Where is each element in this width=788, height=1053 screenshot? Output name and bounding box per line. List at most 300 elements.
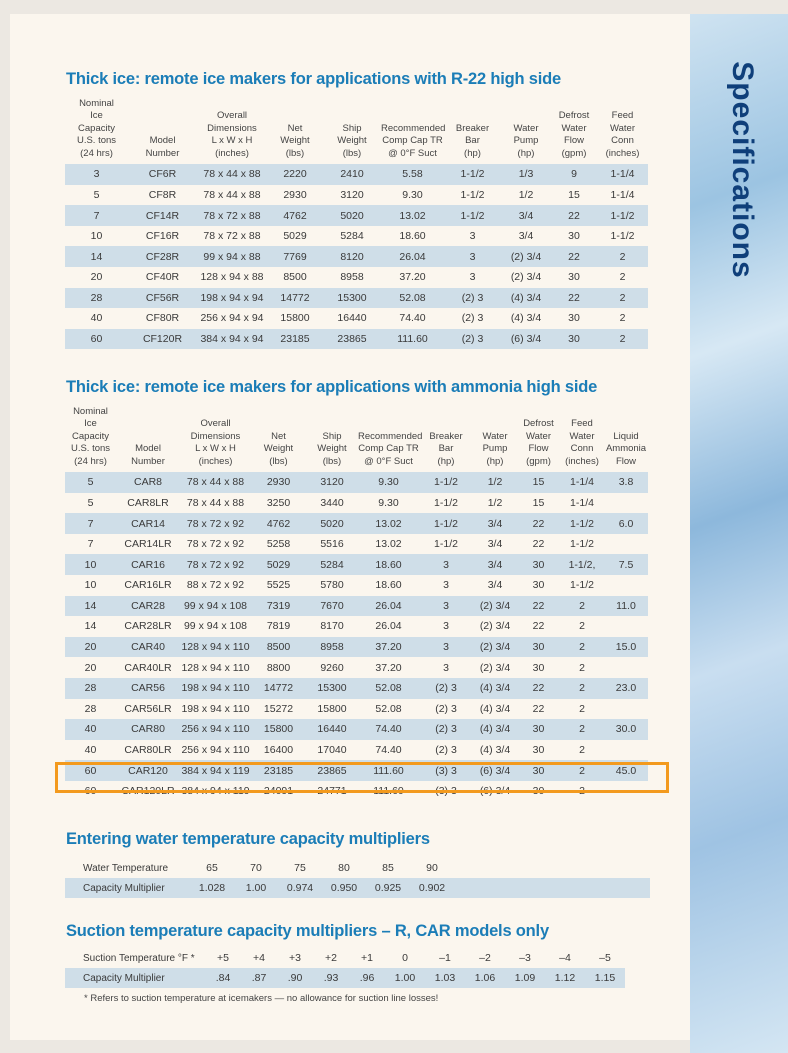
table-cell: CAR40LR [124,661,172,674]
table-row [65,534,648,555]
table-cell: 1.00 [234,878,278,898]
table-cell: 78 x 72 x 88 [197,205,267,226]
table-cell: 0 [402,952,408,964]
table-cell: 74.40 [399,312,426,325]
table-cell: 5020 [306,513,358,534]
table-cell: 11.0 [604,596,648,617]
table-cell: 2 [579,785,585,798]
table-cell: 2 [619,271,626,284]
table-row [65,637,648,658]
table-cell: 30 [568,271,580,284]
table-cell: 74.40 [358,719,419,740]
table-row [65,616,648,637]
table-cell: .84 [205,968,241,988]
table-cell: 5525 [266,579,291,592]
table-cell: CAR28LR [124,620,172,633]
table-cell: (4) 3/4 [501,288,551,309]
table-cell: 3 [419,637,473,658]
table-cell: 1-1/2 [434,538,458,551]
table-cell: 52.08 [381,288,444,309]
table-cell: –5 [599,952,611,964]
table-cell: 1.09 [505,968,545,988]
table-cell: 3.8 [604,472,648,493]
table-cell [604,740,648,761]
table-cell: 52.08 [375,702,402,715]
table-cell: 30 [517,637,560,658]
table-cell: 2 [579,744,585,757]
table-cell: (2) 3 [435,744,457,757]
table-cell: 1.12 [545,968,585,988]
table-cell: 14 [84,620,97,633]
table-cell: 18.60 [358,554,419,575]
table-cell: 2 [597,288,648,309]
column-header: Feed Water Conn (inches) [605,110,640,159]
table2-title: Thick ice: remote ice makers for applications with ammonia high side [66,378,598,396]
table-cell: 1-1/2 [419,513,473,534]
table-cell [604,493,648,514]
highlighted-row-box [55,762,669,793]
table-cell: 2 [560,596,604,617]
table-cell: 3120 [306,472,358,493]
table-cell: 128 x 94 x 110 [181,661,250,674]
table-cell: 3/4 [473,513,517,534]
table-cell: 14 [65,596,116,617]
table-cell: 3/4 [487,579,503,592]
table-cell: 23.0 [604,678,648,699]
table-cell: 30 [517,554,560,575]
table-cell: 28 [65,678,116,699]
table-cell: 5029 [251,554,306,575]
table-cell: .93 [313,968,349,988]
column-header: Defrost Water Flow (gpm) [558,110,590,159]
column-header: Water Pump (hp) [482,430,508,467]
table-cell: 5 [87,496,94,509]
table-cell: 22 [517,596,560,617]
table-cell: 9.30 [358,472,419,493]
table-cell: –3 [519,952,531,964]
table-cell: 22 [551,246,597,267]
table-cell: 78 x 72 x 88 [203,230,261,243]
table-cell: 9.30 [378,496,399,509]
table-row [65,267,648,288]
table-cell: CAR8LR [127,496,169,509]
table-cell: 74.40 [375,744,402,757]
table-cell: CF120R [128,329,197,350]
table-cell: 5516 [320,538,344,551]
table-cell: CAR120LR [121,785,175,798]
table-cell: 15300 [306,678,358,699]
table-cell: 8800 [266,661,291,674]
table-cell: (2) 3 [419,678,473,699]
table-cell: (2) 3 [444,288,501,309]
column-header: Liquid Ammonia Flow [605,430,647,467]
table-cell: 60 [65,760,116,781]
table-cell: 2 [560,637,604,658]
table-cell: 3 [443,661,449,674]
column-header: Ship Weight (lbs) [317,430,347,467]
table-cell: 198 x 94 x 110 [180,678,251,699]
table-cell: Water Temperature [83,862,169,874]
r22-spec-table [65,98,648,349]
table-cell: (2) 3/4 [473,596,517,617]
column-header: Nominal Ice Capacity U.S. tons (24 hrs) [70,406,111,467]
table-cell: 3120 [340,188,364,201]
table-row [65,226,648,247]
table-cell: CAR120 [116,760,180,781]
table-cell: 24091 [263,785,294,798]
table-cell: 7670 [306,596,358,617]
footnote: * Refers to suction temperature at icemakers — no allowance for suction line losses! [84,993,439,1004]
column-header: Ship Weight (lbs) [337,122,367,159]
table-cell: 60 [84,785,97,798]
table-cell: CAR28 [116,596,180,617]
water-multiplier-table [65,858,650,898]
table-cell [604,699,648,720]
column-header: Breaker Bar (hp) [429,430,463,467]
table-cell: 78 x 44 x 88 [197,164,267,185]
table-cell: 3 [469,271,476,284]
table-cell: 5029 [283,230,307,243]
table-row [65,878,650,898]
table-row [65,288,648,309]
table-cell: 20 [65,637,116,658]
table-cell: 2 [560,719,604,740]
column-header: Net Weight (lbs) [263,430,294,467]
table-row [65,472,648,493]
suction-title: Suction temperature capacity multipliers – R, CAR models only [66,922,549,940]
table-cell: 5284 [340,230,364,243]
table-cell: –1 [439,952,451,964]
table-cell: (2) 3/4 [473,637,517,658]
table-row [65,596,648,617]
table-cell: 13.02 [375,538,402,551]
table-cell: –2 [479,952,491,964]
table-cell: 23185 [267,329,323,350]
table-cell: 10 [65,554,116,575]
table-cell: 2930 [251,472,306,493]
table-cell: 26.04 [381,246,444,267]
table-cell: CAR80 [116,719,180,740]
table-cell: 2 [619,312,626,325]
table-cell: 16400 [263,744,294,757]
table-cell: 0.925 [366,878,410,898]
column-header: Recommended Comp Cap TR @ 0°F Suct [381,122,446,159]
table-cell: 15 [532,496,545,509]
table-cell: 18.60 [399,230,426,243]
table-cell: (2) 3/4 [501,246,551,267]
table-cell: 7819 [266,620,291,633]
column-header: Feed Water Conn (inches) [565,418,599,467]
table-cell: .96 [349,968,385,988]
table-cell: 26.04 [358,596,419,617]
table-cell: 22 [517,678,560,699]
table-cell: 52.08 [358,678,419,699]
table-cell: 198 x 94 x 110 [181,702,250,715]
table-cell: +4 [253,952,265,964]
table-cell: 0.974 [278,878,322,898]
table-cell: 30 [551,329,597,350]
table-cell: 1-1/2 [570,579,594,592]
table-cell: 5020 [323,205,381,226]
table-cell: 9 [551,164,597,185]
table-cell: CF40R [145,271,180,284]
table-cell: 40 [84,744,97,757]
table-cell: Capacity Multiplier [65,878,190,898]
table-cell: CF14R [128,205,197,226]
table-cell: CAR16 [116,554,180,575]
table-cell: 1-1/2 [444,205,501,226]
table-cell: (6) 3/4 [473,760,517,781]
table-cell: 8958 [340,271,364,284]
table-cell: 30 [532,744,545,757]
table-cell: 78 x 72 x 92 [186,538,245,551]
column-header: Water Pump (hp) [513,122,539,159]
table-cell: 30 [517,760,560,781]
table-cell: 3/4 [487,538,503,551]
table-cell: (2) 3 [444,329,501,350]
table-cell: 3 [444,246,501,267]
table-cell: 1-1/2 [560,513,604,534]
table-cell: (3) 3 [419,760,473,781]
table-cell: +5 [217,952,229,964]
table-cell: CF28R [128,246,197,267]
table-cell: 1-1/2, [560,554,604,575]
table-cell: 78 x 44 x 88 [180,472,251,493]
table1-title: Thick ice: remote ice makers for applications with R-22 high side [66,70,561,88]
table-cell: 22 [551,205,597,226]
table-cell: 1-1/2 [610,230,635,243]
table-cell [604,575,648,596]
table-cell: 3 [65,164,128,185]
column-header: Breaker Bar (hp) [455,122,490,159]
table-cell: 15800 [251,719,306,740]
table-cell: (2) 3 [435,702,457,715]
table-cell: 5780 [320,579,344,592]
table-cell: 1/2 [487,496,503,509]
table-cell: 60 [65,329,128,350]
table-cell: 30 [517,719,560,740]
table-cell: 45.0 [604,760,648,781]
table-cell: Capacity Multiplier [65,968,205,988]
spacer-cell [454,878,650,898]
table-cell: 22 [532,702,545,715]
specifications-label: Specifications [726,61,759,279]
table-cell: (2) 3/4 [479,620,511,633]
table-cell: 22 [551,288,597,309]
table-cell: 111.60 [358,760,419,781]
table-cell: 1/2 [518,188,534,201]
table-cell: 28 [84,702,97,715]
table-cell: 3 [419,596,473,617]
table-cell: 15800 [280,312,310,325]
table-cell: 14772 [267,288,323,309]
table-cell: CAR16LR [124,579,172,592]
table-cell: (2) 3 [461,312,484,325]
table-cell: 22 [532,538,545,551]
table-cell: 78 x 72 x 92 [180,513,251,534]
table-cell [604,657,648,678]
table-cell: 1.028 [190,878,234,898]
table-cell: 16440 [337,312,367,325]
table-cell: 111.60 [373,785,404,798]
table-cell: 111.60 [381,329,444,350]
table-cell: 99 x 94 x 88 [197,246,267,267]
table-cell: 10 [84,579,97,592]
table-cell: 8120 [323,246,381,267]
table-cell: .90 [277,968,313,988]
table-cell: 7 [65,513,116,534]
column-header: Overall Dimensions L x W x H (inches) [190,418,241,467]
table-cell: 1-1/2 [570,538,594,551]
column-header: Net Weight (lbs) [280,122,310,159]
table-cell: 256 x 94 x 110 [181,744,250,757]
table-cell: 37.20 [358,637,419,658]
table-row [65,205,648,226]
table-cell: (4) 3/4 [479,702,511,715]
table-row [65,329,648,350]
table-cell: CAR14 [116,513,180,534]
sidebar-section-label [722,50,762,290]
table-cell: 40 [65,719,116,740]
table-cell: 20 [90,271,103,284]
table-row [65,657,648,678]
table-row [65,948,625,968]
table-cell: 9260 [320,661,344,674]
table-cell: (3) 3 [435,785,457,798]
table-cell: 26.04 [375,620,402,633]
table-cell: 7 [87,538,94,551]
table-cell: 1-1/2 [597,205,648,226]
table-row [65,185,648,206]
table-cell: 2410 [323,164,381,185]
table-cell: 8958 [306,637,358,658]
table-cell: 4762 [267,205,323,226]
table-row [65,699,648,720]
table-cell: CF8R [148,188,177,201]
table-cell: 1.00 [385,968,425,988]
table-cell: 75 [294,862,306,874]
table-row [65,164,648,185]
table-cell: 2 [579,620,585,633]
table-cell: 1-1/2 [419,472,473,493]
table-cell: 99 x 94 x 108 [183,620,248,633]
table-cell: 384 x 94 x 119 [181,785,250,798]
table-cell: 15 [517,472,560,493]
table-cell: 22 [517,513,560,534]
table-cell: +3 [289,952,301,964]
table-cell: 3 [469,230,476,243]
table-cell: 7 [65,205,128,226]
table-cell: 3 [443,579,449,592]
column-header: Model Number [131,443,165,467]
table-cell: (4) 3/4 [510,312,542,325]
table-cell: CAR80LR [124,744,172,757]
table-cell: CAR14LR [124,538,172,551]
table-cell: 40 [90,312,103,325]
table-cell: (2) 3/4 [510,271,542,284]
table-row [65,719,648,740]
table-cell: 128 x 94 x 88 [200,271,264,284]
table-cell: 70 [250,862,262,874]
table-cell: 2 [579,702,585,715]
table-cell: 37.20 [375,661,402,674]
table-cell: 30 [532,661,545,674]
table-cell: 5.58 [381,164,444,185]
table-cell: 2 [560,760,604,781]
table-cell: 99 x 94 x 108 [180,596,251,617]
table-row [65,493,648,514]
ammonia-spec-table [65,406,648,802]
table-cell: 30 [568,230,580,243]
table-cell: 1-1/4 [610,188,635,201]
table-cell: 5258 [266,538,291,551]
table-cell: CF56R [128,288,197,309]
table-cell: 256 x 94 x 94 [200,312,264,325]
table-cell: 3/4 [518,230,534,243]
table-cell: 1.15 [585,968,625,988]
column-header: Nominal Ice Capacity U.S. tons (24 hrs) [76,98,117,159]
table-cell: 15800 [317,702,347,715]
table-cell: 15 [568,188,580,201]
table-cell: 384 x 94 x 119 [180,760,251,781]
table-cell: 23185 [251,760,306,781]
table-cell: 30 [532,579,545,592]
table-row [65,858,650,878]
table-cell: 17040 [317,744,347,757]
table-cell: CAR40 [116,637,180,658]
table-cell: 6.0 [604,513,648,534]
table-cell: (6) 3/4 [479,785,511,798]
table-cell: 13.02 [358,513,419,534]
table-cell: 1.03 [425,968,465,988]
table-cell [604,534,648,555]
table-cell: 2220 [267,164,323,185]
table-cell: 23865 [323,329,381,350]
table-cell: 4762 [251,513,306,534]
table-row [65,554,648,575]
table-cell: 1-1/4 [560,472,604,493]
table-cell: 15.0 [604,637,648,658]
column-header: Recommended Comp Cap TR @ 0°F Suct [358,430,423,467]
table-cell: 0.950 [322,878,366,898]
table-cell: 65 [206,862,218,874]
table-cell: 14 [65,246,128,267]
table-cell: 30.0 [604,719,648,740]
table-cell: 5 [65,472,116,493]
column-header: Overall Dimensions L x W x H (inches) [207,110,257,159]
table-cell: 88 x 72 x 92 [186,579,245,592]
table-cell: (2) 3/4 [479,661,511,674]
table-cell: 2 [579,661,585,674]
table-row [65,308,648,329]
table-cell: 15300 [323,288,381,309]
table-cell: 80 [338,862,350,874]
table-cell: CF80R [145,312,180,325]
table-cell: 1/3 [501,164,551,185]
table-cell: (6) 3/4 [501,329,551,350]
column-header: Defrost Water Flow (gpm) [523,418,554,467]
table-row [65,740,648,761]
table-cell: 14772 [251,678,306,699]
table-cell: 1.06 [465,968,505,988]
table-cell: 3 [443,620,449,633]
table-cell: 28 [65,288,128,309]
table-cell: (4) 3/4 [473,678,517,699]
table-cell: 37.20 [399,271,426,284]
table-cell: 7769 [267,246,323,267]
table-cell: 78 x 44 x 88 [203,188,261,201]
table-cell: 85 [382,862,394,874]
